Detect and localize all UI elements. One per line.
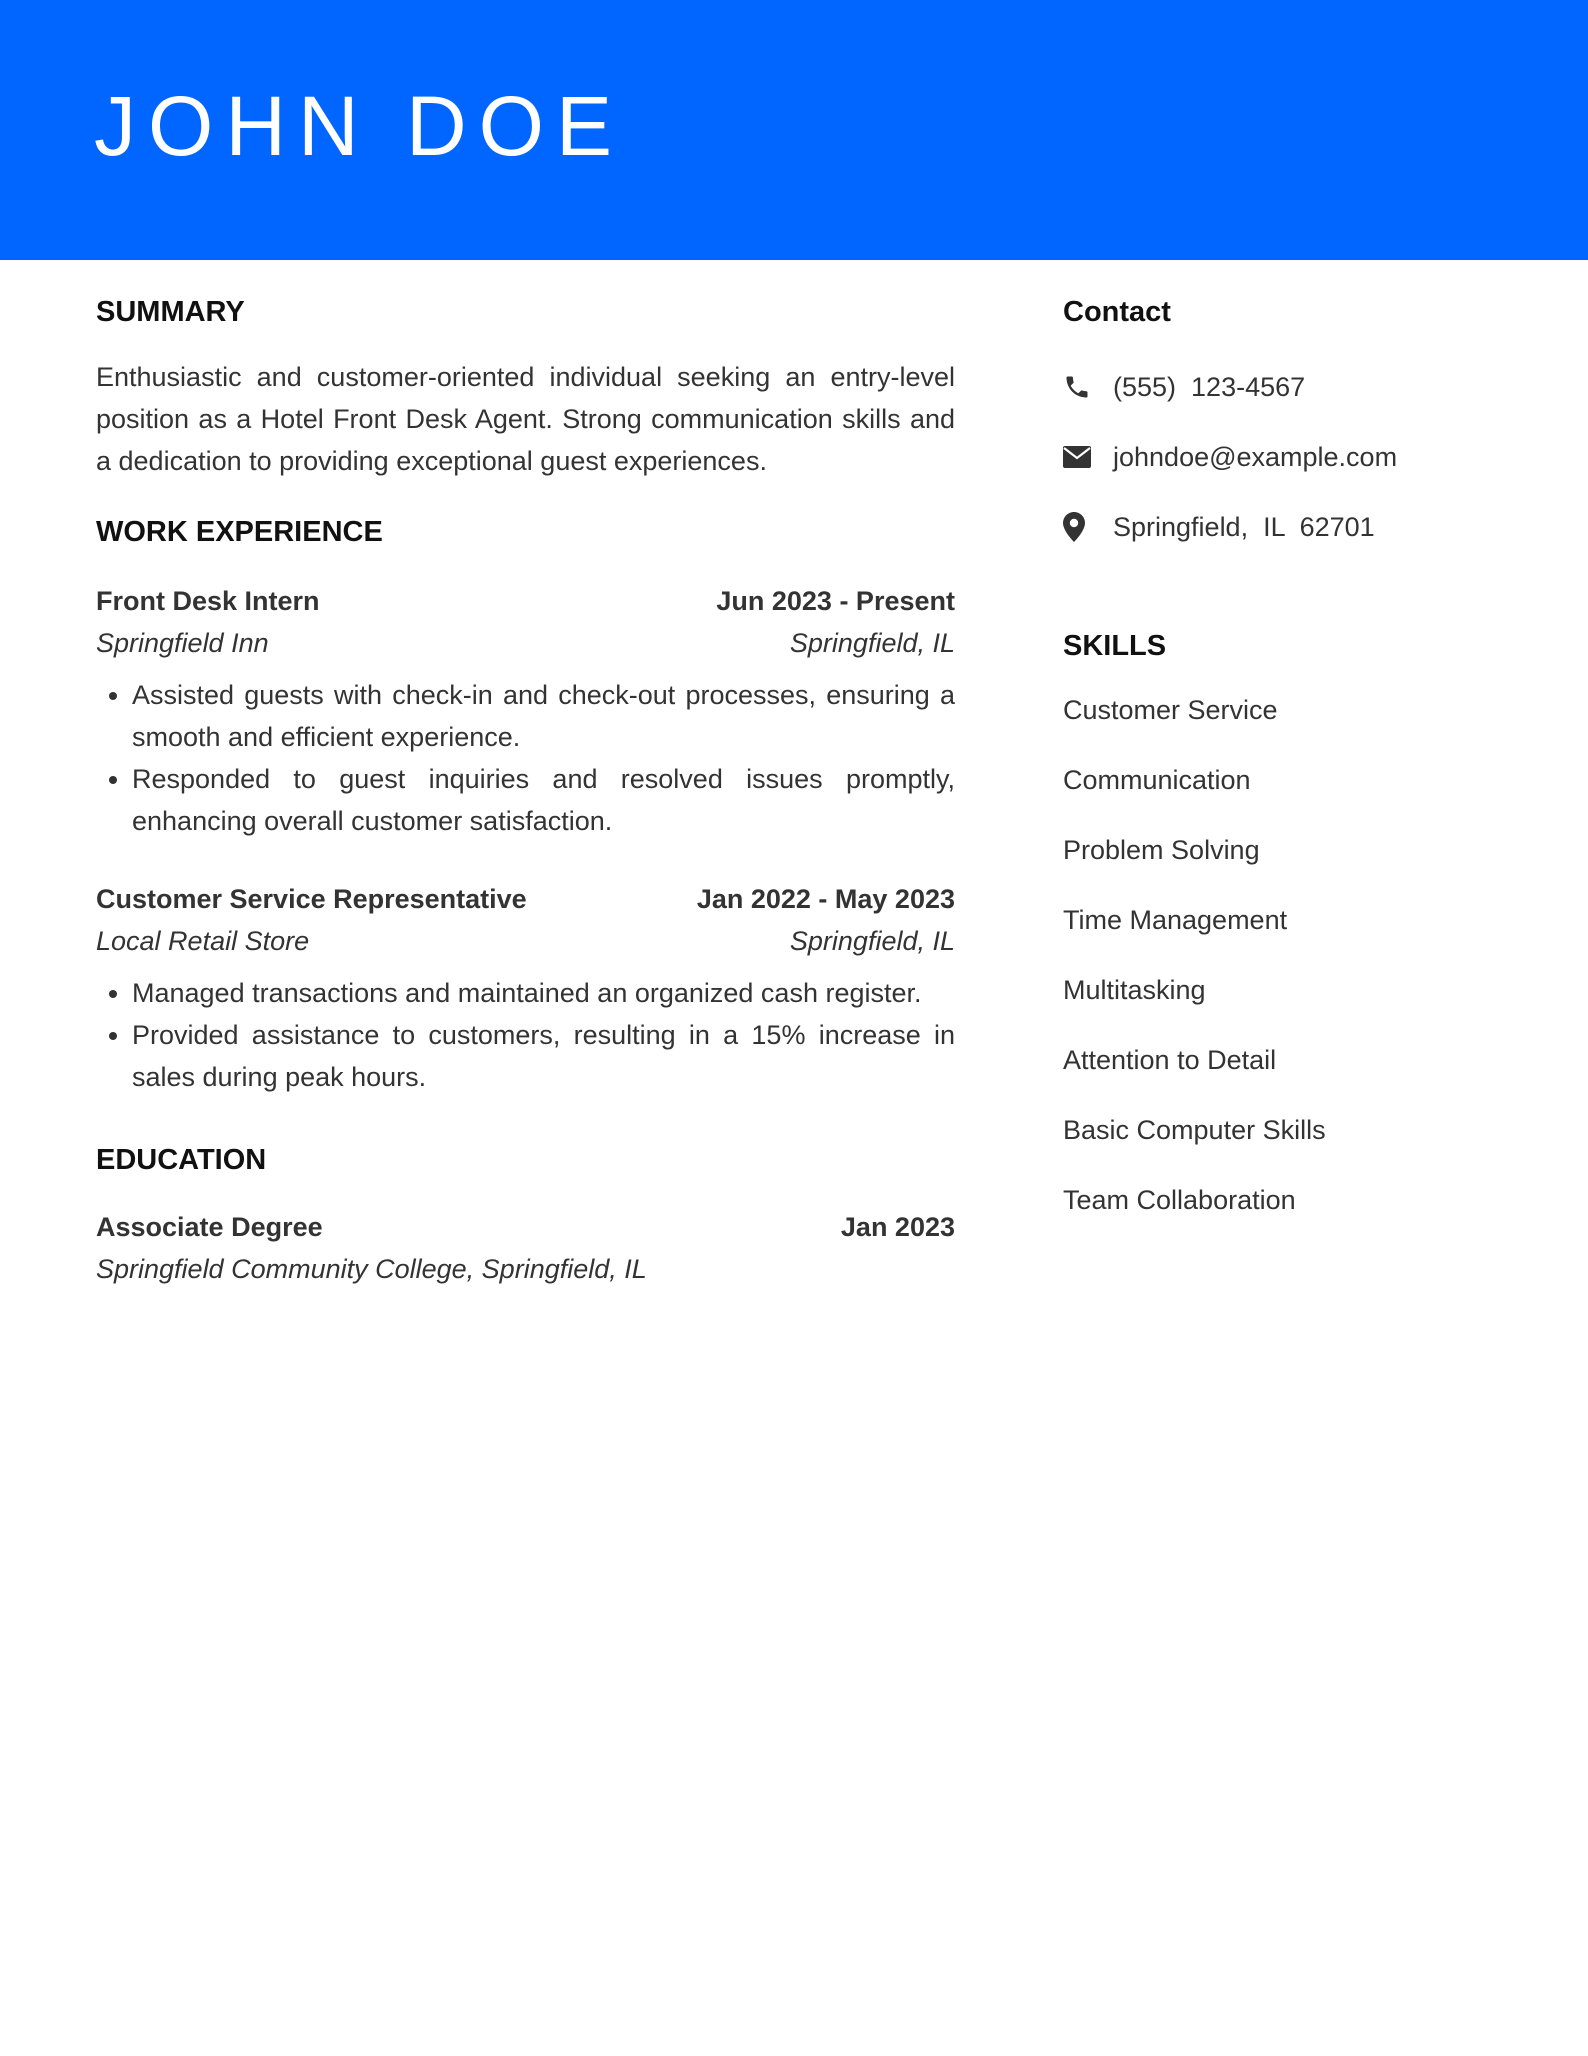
summary-text: Enthusiastic and customer-oriented individual seeking an entry-level position as a Hotel Front Desk Agent. Strong communication skills and a dedication to providing exceptional guest experiences. bbox=[96, 362, 955, 476]
summary-heading: SUMMARY bbox=[96, 296, 245, 328]
job-entry bbox=[96, 878, 955, 1098]
phone-number: (555) 123-4567 bbox=[1113, 371, 1306, 402]
job-location: Springfield, IL bbox=[789, 628, 955, 658]
education-school: Springfield Community College, Springfield, IL bbox=[96, 1254, 647, 1284]
skill-item: Team Collaboration bbox=[1063, 1185, 1296, 1215]
skills-heading: SKILLS bbox=[1063, 630, 1167, 662]
job-bullets bbox=[96, 674, 955, 842]
skill-item: Time Management bbox=[1063, 905, 1288, 935]
location-text: Springfield, IL 62701 bbox=[1113, 511, 1375, 542]
skill-item: Customer Service bbox=[1063, 695, 1278, 725]
job-bullet: • Managed transactions and maintained an organized cash register. bbox=[132, 972, 955, 1014]
header-banner bbox=[0, 0, 1588, 260]
contact-phone bbox=[1063, 362, 1503, 412]
education-degree: Associate Degree bbox=[96, 1212, 323, 1242]
skill-item: Communication bbox=[1063, 765, 1251, 795]
contact-location bbox=[1063, 502, 1503, 552]
sidebar-column bbox=[1063, 292, 1503, 1252]
job-dates: Jan 2022 - May 2023 bbox=[696, 884, 955, 914]
job-role: Customer Service Representative bbox=[96, 884, 527, 914]
candidate-name: JOHN DOE bbox=[94, 79, 625, 173]
skill-item: Basic Computer Skills bbox=[1063, 1115, 1326, 1145]
job-role: Front Desk Intern bbox=[96, 586, 320, 616]
skill-item: Attention to Detail bbox=[1063, 1045, 1277, 1075]
email-address: johndoe@example.com bbox=[1113, 441, 1398, 472]
main-column bbox=[96, 292, 955, 1290]
job-location: Springfield, IL bbox=[789, 926, 955, 956]
job-dates: Jun 2023 - Present bbox=[716, 586, 955, 616]
job-entry bbox=[96, 580, 955, 842]
summary-section bbox=[96, 292, 955, 482]
contact-section bbox=[1063, 292, 1503, 552]
envelope-icon bbox=[1063, 442, 1093, 472]
skill-item: Problem Solving bbox=[1063, 835, 1260, 865]
job-company: Local Retail Store bbox=[96, 926, 310, 956]
contact-heading: Contact bbox=[1063, 296, 1171, 328]
job-bullet: • Assisted guests with check-in and check-out processes, ensuring a smooth and efficient experience. bbox=[132, 674, 955, 758]
work-experience-heading: WORK EXPERIENCE bbox=[96, 516, 383, 548]
education-date: Jan 2023 bbox=[840, 1212, 955, 1242]
contact-email bbox=[1063, 432, 1503, 482]
work-experience-section bbox=[96, 512, 955, 1098]
map-pin-icon bbox=[1063, 512, 1093, 542]
job-company: Springfield Inn bbox=[96, 628, 269, 658]
job-bullets bbox=[96, 972, 955, 1098]
job-bullet: • Responded to guest inquiries and resolved issues promptly, enhancing overall customer satisfaction. bbox=[132, 758, 955, 842]
skills-list bbox=[1063, 692, 1503, 1218]
education-heading: EDUCATION bbox=[96, 1144, 267, 1176]
skills-section bbox=[1063, 626, 1503, 1218]
phone-icon bbox=[1063, 372, 1093, 402]
education-section bbox=[96, 1140, 955, 1290]
skill-item: Multitasking bbox=[1063, 975, 1206, 1005]
education-entry bbox=[96, 1206, 955, 1290]
job-bullet: • Provided assistance to customers, resulting in a 15% increase in sales during peak hours. bbox=[132, 1014, 955, 1098]
